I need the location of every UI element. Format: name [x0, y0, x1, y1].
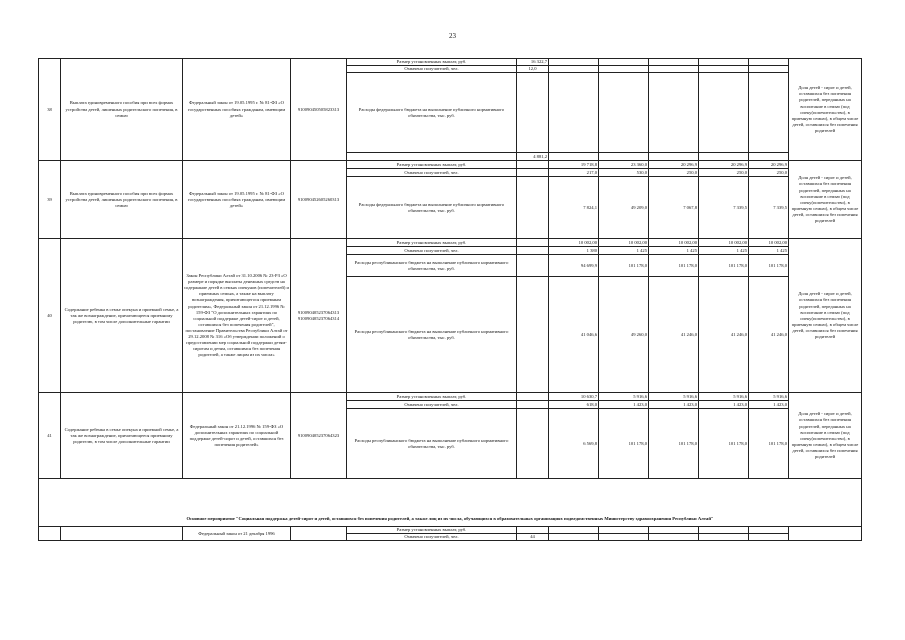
- indicator-label: Охвачено получателей, чел.: [347, 66, 517, 73]
- value-cell: 5 916,6: [599, 393, 649, 401]
- value-cell: 1 425: [749, 247, 789, 255]
- row-number: 40: [39, 239, 61, 393]
- indicator-label: Охвачено получателей, чел.: [347, 534, 517, 541]
- value-cell: [699, 527, 749, 534]
- expected-result: Доля детей - сирот и детей, оставшихся без попечения родителей, переданных на воспитание в семью (под опеку(попечительство), в приемную семью), в общем числе детей, оставшихся без попечения родителей: [789, 161, 862, 239]
- value-cell: 10 002,00: [599, 239, 649, 247]
- table-row: [39, 527, 862, 534]
- indicator-label: Размер установленных выплат, руб.: [347, 527, 517, 534]
- value-cell: 20 296,9: [649, 161, 699, 169]
- measure-name: Выплата единовременного пособия при всех формах устройства детей, лишенных родительского попечения, в семью: [61, 59, 183, 161]
- measure-name: Содержание ребенка в семье опекуна и приемной семье, а так же вознаграждение, причитающееся приемному родителю, в том числе дополнительные гарантии: [61, 239, 183, 393]
- value-cell: [517, 393, 549, 401]
- value-cell: 10 002,00: [699, 239, 749, 247]
- value-cell: 217,0: [549, 169, 599, 177]
- value-cell: [649, 534, 699, 541]
- value-cell: [749, 66, 789, 73]
- value-cell: [517, 177, 549, 239]
- empty-cell: [549, 153, 599, 161]
- table-row: [39, 59, 862, 66]
- budget-code: 910090405237064313 910090405237064314: [291, 239, 347, 393]
- value-cell: 19 718,8: [549, 161, 599, 169]
- indicator-label: Расходы республиканского бюджета на выполнение публичного нормативного обязательства, тыс. руб.: [347, 277, 517, 393]
- value-cell: [599, 534, 649, 541]
- value-cell: 530,0: [599, 169, 649, 177]
- value-cell: 5 916,6: [749, 393, 789, 401]
- value-cell: 1 380: [549, 247, 599, 255]
- value-cell: 101 178,0: [599, 255, 649, 277]
- indicator-label: Охвачено получателей, чел.: [347, 401, 517, 409]
- indicator-label: Охвачено получателей, чел.: [347, 247, 517, 255]
- empty-cell: [291, 527, 347, 541]
- empty-cell: [61, 527, 183, 541]
- value-cell: 49 260,0: [599, 277, 649, 393]
- legal-basis: Федеральный закон от 21 декабря 1996: [183, 527, 291, 541]
- value-cell: 41 246,0: [699, 277, 749, 393]
- value-cell: 4 881,2: [517, 153, 549, 161]
- section-row: [39, 479, 862, 527]
- value-cell: 101 178,0: [649, 409, 699, 479]
- value-cell: 101 178,0: [649, 255, 699, 277]
- value-cell: [749, 59, 789, 66]
- value-cell: 1 425: [599, 247, 649, 255]
- row-number: 41: [39, 393, 61, 479]
- value-cell: 250,0: [749, 169, 789, 177]
- value-cell: 41 246,0: [749, 277, 789, 393]
- value-cell: [517, 239, 549, 247]
- value-cell: [517, 277, 549, 393]
- value-cell: [599, 59, 649, 66]
- table-row: [39, 239, 862, 247]
- value-cell: [749, 527, 789, 534]
- value-cell: [517, 527, 549, 534]
- empty-cell: [749, 153, 789, 161]
- value-cell: [517, 169, 549, 177]
- value-cell: [649, 527, 699, 534]
- value-cell: [517, 255, 549, 277]
- value-cell: 6 569,8: [549, 409, 599, 479]
- value-cell: 7 339,5: [749, 177, 789, 239]
- section-title: Основное мероприятие "Социальная поддержка детей-сирот и детей, оставшихся без попечения родителей, а также лиц из их числа, обучающихся в образовательных организациях подведомственных Министерству здравоохранения Республики Алтай": [39, 479, 862, 527]
- table-row: [39, 393, 862, 401]
- indicator-label: Охвачено получателей, чел.: [347, 169, 517, 177]
- value-cell: [649, 59, 699, 66]
- budget-code: 910090452605260313: [291, 161, 347, 239]
- value-cell: 101 178,0: [699, 409, 749, 479]
- value-cell: [517, 247, 549, 255]
- empty-cell: [347, 153, 517, 161]
- empty-cell: [789, 527, 862, 541]
- value-cell: 49 209,0: [599, 177, 649, 239]
- value-cell: 44: [517, 534, 549, 541]
- value-cell: 5 916,6: [699, 393, 749, 401]
- value-cell: [599, 73, 649, 153]
- value-cell: 10 630,7: [549, 393, 599, 401]
- value-cell: 101 178,0: [749, 255, 789, 277]
- value-cell: 41 046,6: [549, 277, 599, 393]
- value-cell: [549, 73, 599, 153]
- value-cell: 41 246,0: [649, 277, 699, 393]
- value-cell: [699, 73, 749, 153]
- value-cell: 7 067,8: [649, 177, 699, 239]
- value-cell: [549, 534, 599, 541]
- empty-cell: [649, 153, 699, 161]
- value-cell: 7 824,1: [549, 177, 599, 239]
- value-cell: 101 178,0: [599, 409, 649, 479]
- value-cell: [549, 59, 599, 66]
- value-cell: [699, 534, 749, 541]
- empty-cell: [599, 153, 649, 161]
- indicator-label: Размер установленных выплат, руб.: [347, 59, 517, 66]
- value-cell: [749, 534, 789, 541]
- indicator-label: Размер установленных выплат, руб.: [347, 239, 517, 247]
- value-cell: 1 423,0: [699, 401, 749, 409]
- value-cell: 250,0: [649, 169, 699, 177]
- value-cell: 94 699,9: [549, 255, 599, 277]
- indicator-label: Расходы федерального бюджета на выполнение публичного нормативного обязательства, тыс. руб.: [347, 73, 517, 153]
- value-cell: 1 425: [649, 247, 699, 255]
- indicator-label: Расходы республиканского бюджета на выполнение публичного нормативного обязательства, тыс. руб.: [347, 409, 517, 479]
- value-cell: [699, 59, 749, 66]
- expected-result: Доля детей - сирот и детей, оставшихся без попечения родителей, переданных на воспитание в семью (под опеку(попечительство), в приемную семью), в общем числе детей, оставшихся без попечения родителей: [789, 393, 862, 479]
- row-number: 39: [39, 161, 61, 239]
- value-cell: 20 296,9: [749, 161, 789, 169]
- value-cell: 1 423,0: [599, 401, 649, 409]
- value-cell: [549, 66, 599, 73]
- value-cell: [517, 409, 549, 479]
- legal-basis: Федеральный закон от 19.05.1995 г. № 81-ФЗ «О государственных пособиях гражданам, имеющим детей»: [183, 161, 291, 239]
- empty-cell: [699, 153, 749, 161]
- value-cell: [649, 66, 699, 73]
- table-row: [39, 161, 862, 169]
- value-cell: [517, 73, 549, 153]
- value-cell: 101 178,0: [699, 255, 749, 277]
- page-number: 23: [449, 32, 456, 40]
- value-cell: [699, 66, 749, 73]
- value-cell: 1 423,0: [649, 401, 699, 409]
- value-cell: 10 002,00: [549, 239, 599, 247]
- value-cell: 10 002,00: [749, 239, 789, 247]
- value-cell: 1 425: [699, 247, 749, 255]
- value-cell: 7 339,5: [699, 177, 749, 239]
- value-cell: 618,0: [549, 401, 599, 409]
- budget-code: 910090450505823313: [291, 59, 347, 161]
- value-cell: 101 178,0: [749, 409, 789, 479]
- value-cell: 5 916,6: [649, 393, 699, 401]
- value-cell: 23 360,0: [599, 161, 649, 169]
- value-cell: [649, 73, 699, 153]
- expected-result: Доля детей - сирот и детей, оставшихся без попечения родителей, переданных на воспитание в семью (под опеку(попечительство), в приемную семью), в общем числе детей, оставшихся без попечения родителей: [789, 239, 862, 393]
- budget-code: 910090405237064323: [291, 393, 347, 479]
- empty-cell: [39, 527, 61, 541]
- indicator-label: Расходы республиканского бюджета на выполнение публичного нормативного обязательства, тыс. руб.: [347, 255, 517, 277]
- program-table: [38, 58, 862, 541]
- value-cell: 16 322,7: [517, 59, 549, 66]
- legal-basis: Федеральный закон от 21.12.1996 № 159-ФЗ «О дополнительных гарантиях по социальной поддержке детей-сирот и детей, оставшихся без попечения родителей»: [183, 393, 291, 479]
- value-cell: 1 423,0: [749, 401, 789, 409]
- legal-basis: Федеральный закон от 19.05.1995 г. № 81-ФЗ «О государственных пособиях гражданам, имеющим детей»: [183, 59, 291, 161]
- value-cell: [749, 73, 789, 153]
- value-cell: 250,0: [699, 169, 749, 177]
- value-cell: 20 296,9: [699, 161, 749, 169]
- value-cell: [517, 161, 549, 169]
- expected-result: Доля детей - сирот и детей, оставшихся без попечения родителей, переданных на воспитание в семью (под опеку(попечительство), в приемную семью), в общем числе детей, оставшихся без попечения родителей: [789, 59, 862, 161]
- value-cell: 10 002,00: [649, 239, 699, 247]
- legal-basis: Закон Республики Алтай от 31.10.2006 № 23-РЗ «О размере и порядке выплаты денежных средств на содержание детей в семьях опекунов (попечителей) и приемных семьях, а также на выплату вознаграждения, причитающегося приемным родителям», Федеральный закон от 21.12.1996 № 159-ФЗ "О дополнительных гарантиях по социальной поддержке детей-сирот и детей, оставшихся без попечения родителей", постановление Правительства Республики Алтай от 29.12.2008 № 316 «Об утверждении положений о предоставлении мер социальной поддержки детям-сиротам и детям, оставшимся без попечения родителей, а также лицам из их числа»: [183, 239, 291, 393]
- value-cell: [599, 527, 649, 534]
- value-cell: [517, 401, 549, 409]
- value-cell: [549, 527, 599, 534]
- indicator-label: Размер установленных выплат, руб.: [347, 393, 517, 401]
- indicator-label: Расходы федерального бюджета на выполнение публичного нормативного обязательства, тыс. руб.: [347, 177, 517, 239]
- row-number: 38: [39, 59, 61, 161]
- measure-name: Содержание ребенка в семье опекуна и приемной семье, а так же вознаграждение, причитающееся приемному родителю, в том числе дополнительные гарантии: [61, 393, 183, 479]
- indicator-label: Размер установленных выплат, руб.: [347, 161, 517, 169]
- value-cell: [599, 66, 649, 73]
- value-cell: 12,0: [517, 66, 549, 73]
- measure-name: Выплата единовременного пособия при всех формах устройства детей, лишенных родительского попечения, в семью: [61, 161, 183, 239]
